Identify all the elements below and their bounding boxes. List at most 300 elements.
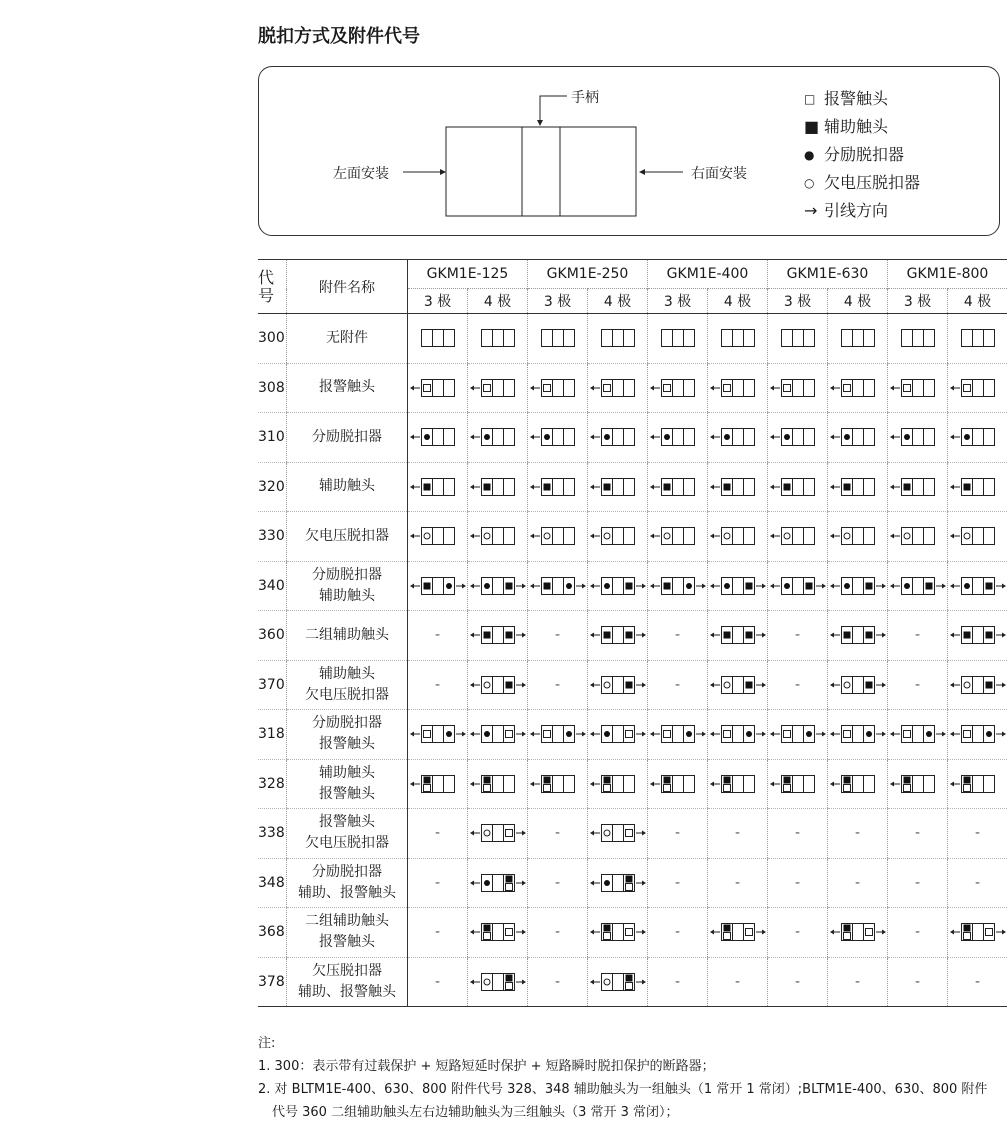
symbol-cell (948, 957, 1008, 1007)
table-row (258, 858, 1007, 908)
breaker-symbol (649, 476, 707, 498)
table-row (258, 561, 1007, 611)
symbol-cell (408, 314, 468, 364)
symbol-cell (408, 413, 468, 463)
breaker-symbol (769, 723, 827, 745)
symbol-cell (528, 759, 588, 809)
model-header: GKM1E-125 (408, 260, 528, 289)
symbol-cell (528, 611, 588, 661)
symbol-cell (408, 561, 468, 611)
breaker-symbol (409, 476, 467, 498)
not-available-dash: - (914, 874, 921, 891)
breaker-symbol (649, 327, 707, 349)
not-available-dash: - (434, 825, 441, 842)
symbol-cell (708, 908, 768, 958)
breaker-symbol (889, 723, 947, 745)
pole-header: 4 极 (468, 289, 528, 314)
symbol-cell (648, 809, 708, 859)
symbol-legend (804, 85, 920, 225)
symbol-cell (888, 759, 948, 809)
accessory-name-line: 分励脱扣器 (312, 566, 382, 583)
symbol-cell (828, 957, 888, 1007)
symbol-cell (828, 660, 888, 710)
accessory-name (287, 413, 408, 463)
open-circle-icon: ○ (804, 176, 815, 190)
symbol-cell (708, 809, 768, 859)
symbol-cell (828, 809, 888, 859)
symbol-cell (408, 660, 468, 710)
symbol-cell (828, 561, 888, 611)
breaker-symbol (709, 426, 767, 448)
not-available-dash: - (914, 825, 921, 842)
symbol-cell (468, 660, 528, 710)
symbol-cell (408, 710, 468, 760)
model-header: GKM1E-800 (888, 260, 1008, 289)
symbol-cell (948, 809, 1008, 859)
accessory-code: 308 (258, 363, 287, 413)
breaker-symbol (949, 327, 1007, 349)
accessory-name (287, 957, 408, 1007)
accessory-code: 310 (258, 413, 287, 463)
pole-header: 3 极 (528, 289, 588, 314)
not-available-dash: - (734, 825, 741, 842)
symbol-cell (408, 858, 468, 908)
accessory-name-line: 辅助、报警触头 (298, 884, 396, 901)
symbol-cell (528, 858, 588, 908)
symbol-cell (888, 908, 948, 958)
accessory-name-line: 辅助、报警触头 (298, 983, 396, 1000)
notes-heading: 注: (258, 1036, 276, 1051)
table-row (258, 611, 1007, 661)
breaker-symbol (949, 723, 1007, 745)
accessory-name-line: 分励脱扣器 (312, 715, 382, 732)
symbol-cell (468, 858, 528, 908)
accessory-name (287, 462, 408, 512)
breaker-symbol (589, 327, 647, 349)
symbol-cell (468, 462, 528, 512)
breaker-symbol (469, 476, 527, 498)
right-mount-label: 右面安装 (691, 166, 747, 182)
accessory-name-line: 欠电压脱扣器 (305, 835, 389, 852)
table-row (258, 363, 1007, 413)
symbol-cell (588, 314, 648, 364)
table-row (258, 462, 1007, 512)
breaker-symbol (409, 525, 467, 547)
symbol-cell (708, 759, 768, 809)
symbol-cell (828, 363, 888, 413)
breaker-symbol (829, 723, 887, 745)
breaker-symbol (889, 327, 947, 349)
breaker-symbol (529, 476, 587, 498)
table-row (258, 759, 1007, 809)
symbol-cell (708, 512, 768, 562)
breaker-symbol (589, 822, 647, 844)
symbol-cell (948, 660, 1008, 710)
breaker-symbol (469, 327, 527, 349)
symbol-cell (408, 908, 468, 958)
breaker-symbol (829, 674, 887, 696)
symbol-cell (948, 363, 1008, 413)
breaker-symbol (529, 327, 587, 349)
breaker-symbol (469, 971, 527, 993)
accessory-name-line: 报警触头 (319, 785, 375, 802)
legend-item-auxiliary: ■ 辅助触头 (804, 113, 920, 141)
breaker-symbol (589, 377, 647, 399)
breaker-symbol (829, 624, 887, 646)
symbol-cell (528, 462, 588, 512)
symbol-cell (648, 363, 708, 413)
symbol-cell (948, 561, 1008, 611)
table-row (258, 908, 1007, 958)
breaker-symbol (949, 377, 1007, 399)
symbol-cell (948, 710, 1008, 760)
breaker-symbol (949, 575, 1007, 597)
symbol-cell (828, 759, 888, 809)
not-available-dash: - (914, 924, 921, 941)
symbol-cell (468, 759, 528, 809)
breaker-symbol (649, 575, 707, 597)
symbol-cell (588, 858, 648, 908)
not-available-dash: - (434, 973, 441, 990)
breaker-symbol (889, 476, 947, 498)
symbol-cell (828, 462, 888, 512)
handle-label: 手柄 (571, 90, 599, 106)
breaker-symbol (589, 723, 647, 745)
breaker-symbol (829, 426, 887, 448)
breaker-symbol (589, 773, 647, 795)
not-available-dash: - (974, 973, 981, 990)
symbol-cell (708, 314, 768, 364)
symbol-cell (588, 512, 648, 562)
breaker-symbol (769, 377, 827, 399)
breaker-symbol (409, 575, 467, 597)
breaker-symbol (829, 327, 887, 349)
symbol-cell (888, 413, 948, 463)
accessory-name-line: 辅助触头 (319, 764, 375, 781)
symbol-cell (708, 413, 768, 463)
symbol-cell (528, 561, 588, 611)
breaker-symbol (769, 327, 827, 349)
name-header: 附件名称 (287, 260, 408, 314)
breaker-symbol (769, 773, 827, 795)
table-row (258, 809, 1007, 859)
breaker-symbol (829, 921, 887, 943)
symbol-cell (948, 611, 1008, 661)
accessory-code: 300 (258, 314, 287, 364)
breaker-symbol (769, 476, 827, 498)
legend-item-alarm: □ 报警触头 (804, 85, 920, 113)
not-available-dash: - (554, 627, 561, 644)
accessory-code: 360 (258, 611, 287, 661)
symbol-cell (948, 759, 1008, 809)
breaker-symbol (829, 377, 887, 399)
symbol-cell (768, 809, 828, 859)
open-square-icon: □ (804, 92, 816, 106)
symbol-cell (408, 759, 468, 809)
breaker-symbol (469, 773, 527, 795)
symbol-cell (888, 561, 948, 611)
legend-item-undervoltage: ○ 欠电压脱扣器 (804, 169, 920, 197)
symbol-cell (888, 462, 948, 512)
breaker-symbol (709, 674, 767, 696)
breaker-symbol (529, 377, 587, 399)
not-available-dash: - (434, 924, 441, 941)
breaker-symbol (469, 921, 527, 943)
symbol-cell (648, 957, 708, 1007)
not-available-dash: - (854, 973, 861, 990)
breaker-symbol (709, 723, 767, 745)
symbol-cell (708, 462, 768, 512)
not-available-dash: - (554, 973, 561, 990)
symbol-cell (948, 908, 1008, 958)
breaker-symbol (409, 426, 467, 448)
symbol-cell (948, 413, 1008, 463)
breaker-symbol (829, 773, 887, 795)
accessory-name-line: 辅助触头 (319, 478, 375, 495)
accessory-name-line: 报警触头 (319, 814, 375, 831)
symbol-cell (588, 710, 648, 760)
breaker-symbol (589, 971, 647, 993)
model-header: GKM1E-400 (648, 260, 768, 289)
symbol-cell (768, 908, 828, 958)
pole-header: 3 极 (768, 289, 828, 314)
symbol-cell (648, 314, 708, 364)
symbol-cell (768, 858, 828, 908)
not-available-dash: - (794, 627, 801, 644)
symbol-cell (408, 512, 468, 562)
accessory-code: 338 (258, 809, 287, 859)
accessory-name (287, 561, 408, 611)
symbol-cell (888, 809, 948, 859)
symbol-cell (948, 858, 1008, 908)
accessory-name (287, 809, 408, 859)
accessory-name-line: 辅助触头 (319, 587, 375, 604)
symbol-cell (768, 660, 828, 710)
symbol-cell (588, 908, 648, 958)
accessory-code: 318 (258, 710, 287, 760)
symbol-cell (888, 314, 948, 364)
accessory-table (258, 259, 1007, 1007)
symbol-cell (648, 462, 708, 512)
pole-header: 3 极 (408, 289, 468, 314)
symbol-cell (648, 561, 708, 611)
breaker-symbol (649, 773, 707, 795)
breaker-symbol (529, 723, 587, 745)
accessory-code: 330 (258, 512, 287, 562)
breaker-symbol (829, 575, 887, 597)
symbol-cell (888, 710, 948, 760)
breaker-symbol (469, 674, 527, 696)
symbol-cell (768, 561, 828, 611)
symbol-cell (648, 710, 708, 760)
symbol-cell (648, 413, 708, 463)
not-available-dash: - (854, 825, 861, 842)
breaker-symbol (889, 525, 947, 547)
accessory-code: 320 (258, 462, 287, 512)
not-available-dash: - (554, 676, 561, 693)
not-available-dash: - (674, 676, 681, 693)
symbol-cell (828, 512, 888, 562)
symbol-cell (528, 809, 588, 859)
symbol-cell (588, 611, 648, 661)
accessory-name-line: 二组辅助触头 (305, 626, 389, 643)
symbol-cell (408, 462, 468, 512)
symbol-cell (468, 611, 528, 661)
filled-circle-icon: ● (804, 148, 815, 162)
symbol-cell (948, 512, 1008, 562)
table-row (258, 512, 1007, 562)
symbol-cell (768, 314, 828, 364)
breaker-symbol (769, 575, 827, 597)
symbol-cell (888, 660, 948, 710)
symbol-cell (528, 363, 588, 413)
accessory-name (287, 759, 408, 809)
model-header: GKM1E-630 (768, 260, 888, 289)
breaker-symbol (949, 476, 1007, 498)
not-available-dash: - (674, 973, 681, 990)
symbol-cell (708, 710, 768, 760)
breaker-symbol (589, 624, 647, 646)
accessory-name (287, 660, 408, 710)
accessory-code: 348 (258, 858, 287, 908)
symbol-cell (648, 611, 708, 661)
pole-header: 3 极 (648, 289, 708, 314)
symbol-cell (708, 561, 768, 611)
accessory-code: 378 (258, 957, 287, 1007)
not-available-dash: - (734, 973, 741, 990)
accessory-name-line: 欠压脱扣器 (312, 962, 382, 979)
breaker-symbol (709, 377, 767, 399)
not-available-dash: - (434, 874, 441, 891)
symbol-cell (948, 314, 1008, 364)
breaker-symbol (409, 723, 467, 745)
page-title: 脱扣方式及附件代号 (258, 26, 420, 47)
code-header: 代号 (258, 260, 287, 314)
symbol-cell (528, 512, 588, 562)
breaker-symbol (469, 525, 527, 547)
not-available-dash: - (434, 676, 441, 693)
symbol-cell (588, 759, 648, 809)
pole-header: 3 极 (888, 289, 948, 314)
symbol-cell (468, 314, 528, 364)
note-line: 代号 360 二组辅助触头左右边辅助触头为三组触头（3 常开 3 常闭）； (272, 1105, 679, 1120)
accessory-name (287, 710, 408, 760)
accessory-name-line: 报警触头 (319, 736, 375, 753)
breaker-symbol (589, 525, 647, 547)
not-available-dash: - (794, 924, 801, 941)
pole-header: 4 极 (588, 289, 648, 314)
breaker-symbol (709, 327, 767, 349)
pole-header: 4 极 (708, 289, 768, 314)
breaker-symbol (709, 773, 767, 795)
accessory-code: 370 (258, 660, 287, 710)
note-line: 2. 对 BLTM1E-400、630、800 附件代号 328、348 辅助触头为一组触头（1 常开 1 常闭）;BLTM1E-400、630、800 附件 (258, 1082, 988, 1097)
not-available-dash: - (974, 825, 981, 842)
breaker-symbol (529, 575, 587, 597)
table-row (258, 413, 1007, 463)
symbol-cell (768, 710, 828, 760)
symbol-cell (888, 611, 948, 661)
symbol-cell (468, 363, 528, 413)
breaker-symbol (589, 476, 647, 498)
symbol-cell (828, 710, 888, 760)
breaker-symbol (829, 476, 887, 498)
symbol-cell (888, 957, 948, 1007)
accessory-name-line: 无附件 (326, 329, 368, 346)
symbol-cell (528, 413, 588, 463)
symbol-cell (828, 858, 888, 908)
accessory-name (287, 314, 408, 364)
not-available-dash: - (794, 825, 801, 842)
breaker-symbol (409, 327, 467, 349)
breaker-symbol (949, 525, 1007, 547)
breaker-symbol (469, 723, 527, 745)
table-row (258, 314, 1007, 364)
symbol-cell (408, 611, 468, 661)
symbol-cell (768, 363, 828, 413)
accessory-name-line: 欠电压脱扣器 (305, 527, 389, 544)
symbol-cell (408, 363, 468, 413)
breaker-symbol (469, 822, 527, 844)
breaker-symbol (469, 575, 527, 597)
symbol-cell (768, 611, 828, 661)
symbol-cell (528, 957, 588, 1007)
breaker-symbol (949, 426, 1007, 448)
symbol-cell (588, 660, 648, 710)
symbol-cell (648, 512, 708, 562)
symbol-cell (588, 363, 648, 413)
not-available-dash: - (554, 874, 561, 891)
symbol-cell (528, 908, 588, 958)
breaker-symbol (529, 426, 587, 448)
accessory-name (287, 908, 408, 958)
not-available-dash: - (794, 874, 801, 891)
symbol-cell (768, 462, 828, 512)
not-available-dash: - (794, 676, 801, 693)
breaker-symbol (589, 674, 647, 696)
table-row (258, 957, 1007, 1007)
accessory-code: 328 (258, 759, 287, 809)
breaker-symbol (529, 525, 587, 547)
breaker-symbol (949, 921, 1007, 943)
breaker-symbol (589, 575, 647, 597)
breaker-symbol (469, 872, 527, 894)
symbol-cell (828, 413, 888, 463)
accessory-name (287, 363, 408, 413)
table-row (258, 660, 1007, 710)
symbol-cell (708, 858, 768, 908)
not-available-dash: - (794, 973, 801, 990)
not-available-dash: - (734, 874, 741, 891)
symbol-cell (588, 957, 648, 1007)
not-available-dash: - (674, 874, 681, 891)
filled-square-icon: ■ (804, 117, 820, 136)
accessory-name-line: 二组辅助触头 (305, 913, 389, 930)
symbol-cell (588, 462, 648, 512)
symbol-cell (468, 710, 528, 760)
breaker-symbol (589, 921, 647, 943)
symbol-cell (408, 957, 468, 1007)
breaker-symbol (589, 426, 647, 448)
accessory-name-line: 欠电压脱扣器 (305, 686, 389, 703)
not-available-dash: - (914, 973, 921, 990)
accessory-code: 340 (258, 561, 287, 611)
not-available-dash: - (674, 627, 681, 644)
left-mount-label: 左面安装 (333, 166, 389, 182)
breaker-symbol (589, 872, 647, 894)
symbol-cell (468, 561, 528, 611)
breaker-symbol (649, 723, 707, 745)
